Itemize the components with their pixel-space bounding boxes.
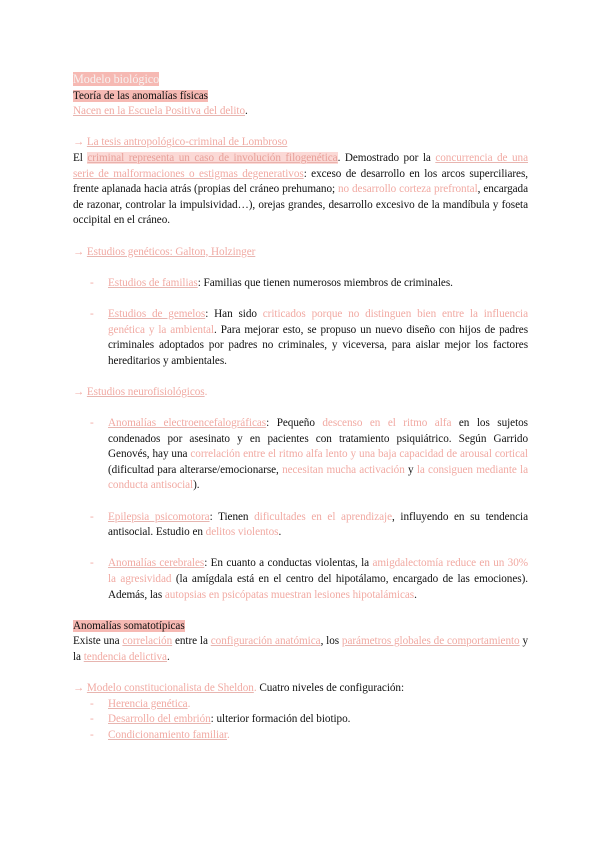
geneticos-heading: → Estudios genéticos: Galton, Holzinger (73, 245, 256, 258)
dash-bullet: - (90, 728, 94, 741)
document-page (73, 72, 528, 744)
arrow-icon: → (73, 136, 87, 149)
dash-bullet: - (90, 510, 94, 523)
list-item: - Estudios de gemelos: Han sido criticados porque no distinguen bien entre la influencia genética y la ambiental. Para mejorar esto, se propuso un nuevo diseño con hijos de padres criminales adoptados por padres no criminales, y viceversa, para aislar mejor los factores hereditarios y ambientales. (90, 307, 528, 367)
origin-text: Nacen en la Escuela Positiva del delito (73, 105, 246, 118)
origin-line: Nacen en la Escuela Positiva del delito. (73, 105, 248, 118)
lombroso-paragraph: El criminal representa un caso de involución filogenética. Demostrado por la concurrencia de una serie de malformaciones o estigmas degenerativos: exceso de desarrollo en los arcos superciliares, frente aplanada hacia atrás (propias del cráneo prehumano; no desarrollo corteza prefrontal, encargada de razonar, controlar la impulsividad…), orejas grandes, desarrollo excesivo de la mandíbula y foseta occipital en el cráneo. (73, 151, 529, 227)
dash-bullet: - (90, 557, 94, 570)
dash-bullet: - (90, 713, 94, 726)
dash-bullet: - (90, 276, 94, 289)
arrow-icon: → (73, 385, 87, 398)
list-item: - Anomalías cerebrales: En cuanto a conductas violentas, la amigdalectomía reduce en un 30% la agresividad (la amígdala está en el centro del hipotálamo, encargado de las emociones). Además, las autopsias en psicópatas muestran lesiones hipotalámicas. (90, 557, 529, 601)
sheldon-heading: → Modelo constitucionalista de Sheldon. Cuatro niveles de configuración: (73, 682, 405, 695)
dash-bullet: - (90, 307, 94, 320)
arrow-icon: → (73, 245, 87, 258)
list-item: - Condicionamiento familiar. (73, 728, 528, 744)
list-item: - Herencia genética. (73, 697, 528, 713)
page-title: Modelo biológico (73, 72, 160, 86)
section-heading-line (73, 89, 528, 105)
somato-heading-line (73, 619, 528, 635)
section-heading: Teoría de las anomalías físicas (73, 89, 208, 102)
list-item: - Anomalías electroencefalográficas: Pequeño descenso en el ritmo alfa en los sujetos condenados por asesinato y en pacientes con tratamiento psiquiátrico. Según Garrido Genovés, hay una correlación entre el ritmo alfa lento y una baja capacidad de arousal cortical (dificultad para alterarse/emocionarse, necesitan mucha activación y la consiguen mediante la conducta antisocial). (90, 417, 529, 492)
list-item: - Estudios de familias: Familias que tienen numerosos miembros de criminales. (73, 276, 528, 292)
list-item: - Epilepsia psicomotora: Tienen dificultades en el aprendizaje, influyendo en su tendencia antisocial. Estudio en delitos violentos. (90, 510, 529, 539)
lombroso-heading: → La tesis antropológico-criminal de Lombroso (73, 136, 288, 149)
section-heading: Anomalías somatotípicas (73, 619, 185, 632)
somato-paragraph: Existe una correlación entre la configuración anatómica, los parámetros globales de comportamiento y la tendencia delictiva. (73, 635, 528, 663)
arrow-icon: → (73, 682, 87, 695)
dash-bullet: - (90, 417, 94, 430)
dash-bullet: - (90, 697, 94, 710)
neuro-heading: → Estudios neurofisiológicos. (73, 385, 208, 398)
list-item: - Desarrollo del embrión: ulterior formación del biotipo. (73, 712, 528, 728)
title-line (73, 72, 528, 89)
